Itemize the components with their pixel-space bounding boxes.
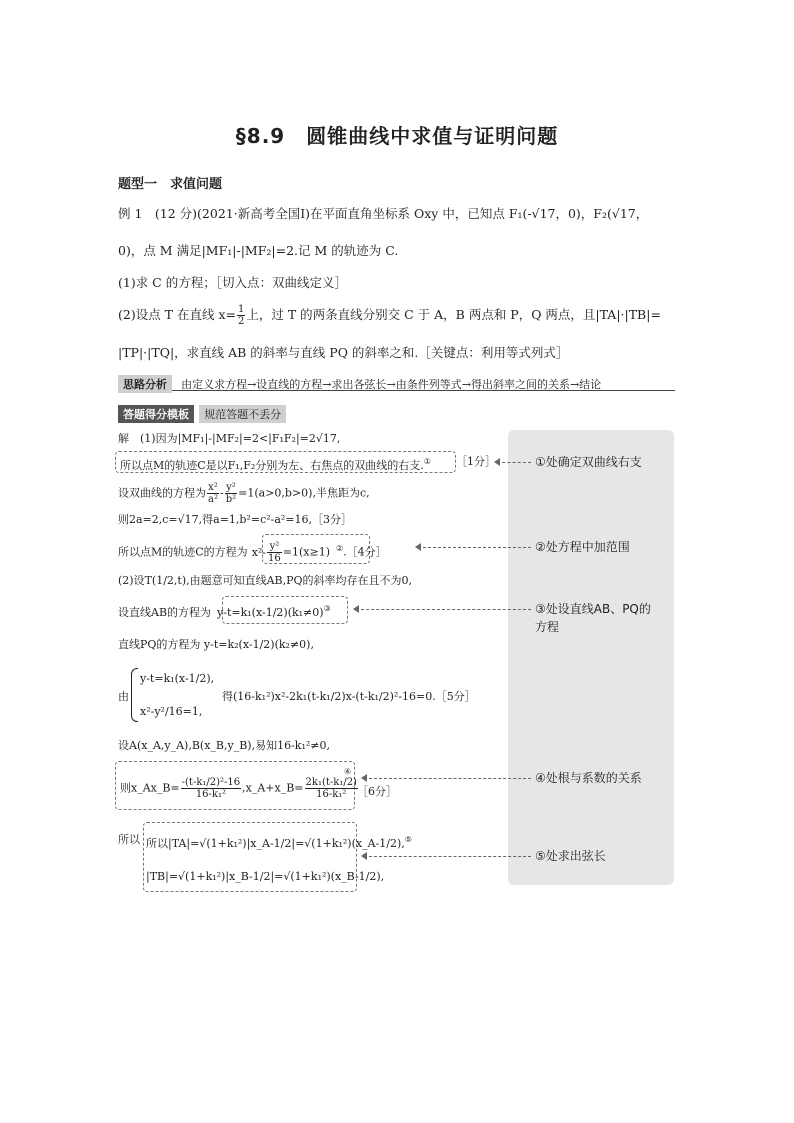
arrow-4: [364, 778, 531, 779]
question-1: (1)求 C 的方程；［切入点：双曲线定义］: [118, 275, 347, 290]
note-4: ④处根与系数的关系: [535, 771, 642, 785]
solution-line-12-prefix: 所以: [118, 833, 140, 846]
system-eq-1: y-t=k₁(x-1/2),: [140, 672, 215, 685]
fraction-denominator: 16-k₁²: [316, 789, 347, 800]
fraction-denominator: 16: [268, 553, 281, 564]
fraction-numerator: 2k₁(t-k₁/2): [305, 777, 357, 788]
fraction-numerator: y²: [267, 541, 282, 553]
solution-line-7: [118, 602, 331, 620]
notes-panel: [508, 430, 674, 885]
frac-y2-b2: [225, 482, 237, 505]
solution-line-3-start: 设双曲线的方程为: [118, 486, 206, 500]
note-1: ①处确定双曲线右支: [535, 455, 642, 469]
analysis-text: 由定义求方程→设直线的方程→求出各弦长→由条件列等式→得出斜率之间的关系→结论: [181, 378, 602, 391]
solution-line-7-eq: y-t=k₁(x-1/2)(k₁≠0): [217, 606, 324, 619]
analysis-tag: 思路分析: [118, 375, 172, 393]
half-fraction: [237, 304, 245, 327]
page-title: §8.9 圆锥曲线中求值与证明问题: [235, 124, 559, 148]
fraction-denominator: 16-k₁²: [195, 789, 226, 800]
solution-line-11: [120, 777, 359, 800]
frac-sum: [305, 777, 358, 800]
score-1: ［1分］: [456, 455, 496, 468]
note-3b: 方程: [535, 620, 560, 634]
template-tag: 答题得分模板: [118, 405, 194, 423]
solution-line-5-start: 所以点M的轨迹C的方程为: [118, 545, 248, 559]
solution-line-4: 则2a=2,c=√17,得a=1,b²=c²-a²=16,［3分］: [118, 513, 353, 526]
solution-line-10: 设A(x_A,y_A),B(x_B,y_B),易知16-k₁²≠0,: [118, 739, 330, 752]
arrow-3: [356, 609, 531, 610]
solution-line-6: (2)设T(1/2,t),由题意可知直线AB,PQ的斜率均存在且不为0,: [118, 574, 413, 587]
solution-line-7-start: 设直线AB的方程为: [118, 606, 212, 619]
frac-product: [181, 777, 242, 800]
template-subtitle: 规范答题不丢分: [199, 405, 286, 423]
fraction-numerator: x²: [208, 482, 218, 493]
score-2: .［4分］: [343, 545, 387, 559]
arrow-2: [418, 547, 531, 548]
fraction-numerator: -(t-k₁/2)²-16: [181, 777, 241, 788]
minus-sign: -: [219, 486, 224, 500]
system-result: 得(16-k₁²)x²-2k₁(t-k₁/2)x-(t-k₁/2)²-16=0.［5分］: [222, 690, 476, 703]
section-heading: 题型一 求值问题: [118, 177, 223, 192]
template-bar: [118, 403, 286, 423]
mark-3: ③: [323, 604, 331, 613]
system-brace: [131, 668, 138, 722]
fraction-numerator: 1: [238, 304, 245, 315]
analysis-bar: [118, 373, 675, 391]
example-line-1: 例 1 (12 分)(2021·新高考全国Ⅰ)在平面直角坐标系 Oxy 中，已知点 F₁(-√17，0)，F₂(√17，: [118, 206, 649, 221]
solution-line-12: [146, 833, 412, 851]
system-eq-2: x²-y²/16=1,: [140, 705, 203, 718]
fraction-numerator: y²: [226, 482, 236, 493]
solution-line-5-rest: =1(x≥1): [282, 545, 330, 559]
ta-length: 所以|TA|=√(1+k₁²)|x_A-1/2|=√(1+k₁²)(x_A-1/2),: [146, 837, 405, 850]
fraction-denominator: 2: [238, 316, 245, 327]
mark-4: ④: [344, 767, 352, 776]
solution-line-1: 解 (1)因为|MF₁|-|MF₂|=2<|F₁F₂|=2√17,: [118, 432, 341, 445]
example-line-2: 0)，点 M 满足|MF₁|-|MF₂|=2.记 M 的轨迹为 C.: [118, 243, 399, 258]
sum-label: ,x_A+x_B=: [242, 781, 304, 795]
note-2: ②处方程中加范围: [535, 540, 630, 554]
fraction-denominator: a²: [208, 494, 218, 505]
question-2-rest: 上，过 T 的两条直线分别交 C 于 A，B 两点和 P，Q 两点，且|TA|·|TB|=: [246, 307, 661, 322]
frac-x2-a2: [207, 482, 219, 505]
note-3a: ③处设直线AB、PQ的: [535, 602, 651, 616]
solution-line-2-text: 所以点M的轨迹C是以F₁,F₂分别为左、右焦点的双曲线的右支.: [120, 459, 424, 472]
arrow-1: [497, 462, 531, 463]
product-label: 则x_Ax_B=: [120, 781, 180, 795]
solution-line-8: 直线PQ的方程为 y-t=k₂(x-1/2)(k₂≠0),: [118, 638, 314, 651]
mark-2: ②: [335, 543, 344, 553]
question-2-line-1: [118, 304, 661, 327]
solution-line-5-eq: x²-: [251, 545, 267, 559]
mark-5: ⑤: [404, 835, 412, 844]
note-5: ⑤处求出弦长: [535, 849, 606, 863]
solution-line-3-rest: =1(a>0,b>0),半焦距为c,: [238, 486, 370, 500]
solution-line-3: [118, 482, 370, 505]
solution-line-5: [118, 541, 387, 564]
arrow-5: [364, 856, 531, 857]
question-2-line-2: |TP|·|TQ|，求直线 AB 的斜率与直线 PQ 的斜率之和.［关键点：利用等式列式］: [118, 345, 569, 360]
solution-line-2: [120, 455, 431, 473]
solution-line-13: |TB|=√(1+k₁²)|x_B-1/2|=√(1+k₁²)(x_B-1/2),: [146, 870, 385, 883]
system-label: 由: [118, 690, 129, 703]
question-2-start: (2)设点 T 在直线 x=: [118, 307, 236, 322]
mark-1: ①: [423, 457, 431, 466]
score-6: ［6分］: [357, 785, 397, 798]
fraction-denominator: b²: [225, 494, 237, 505]
frac-y2-16: [267, 541, 282, 564]
